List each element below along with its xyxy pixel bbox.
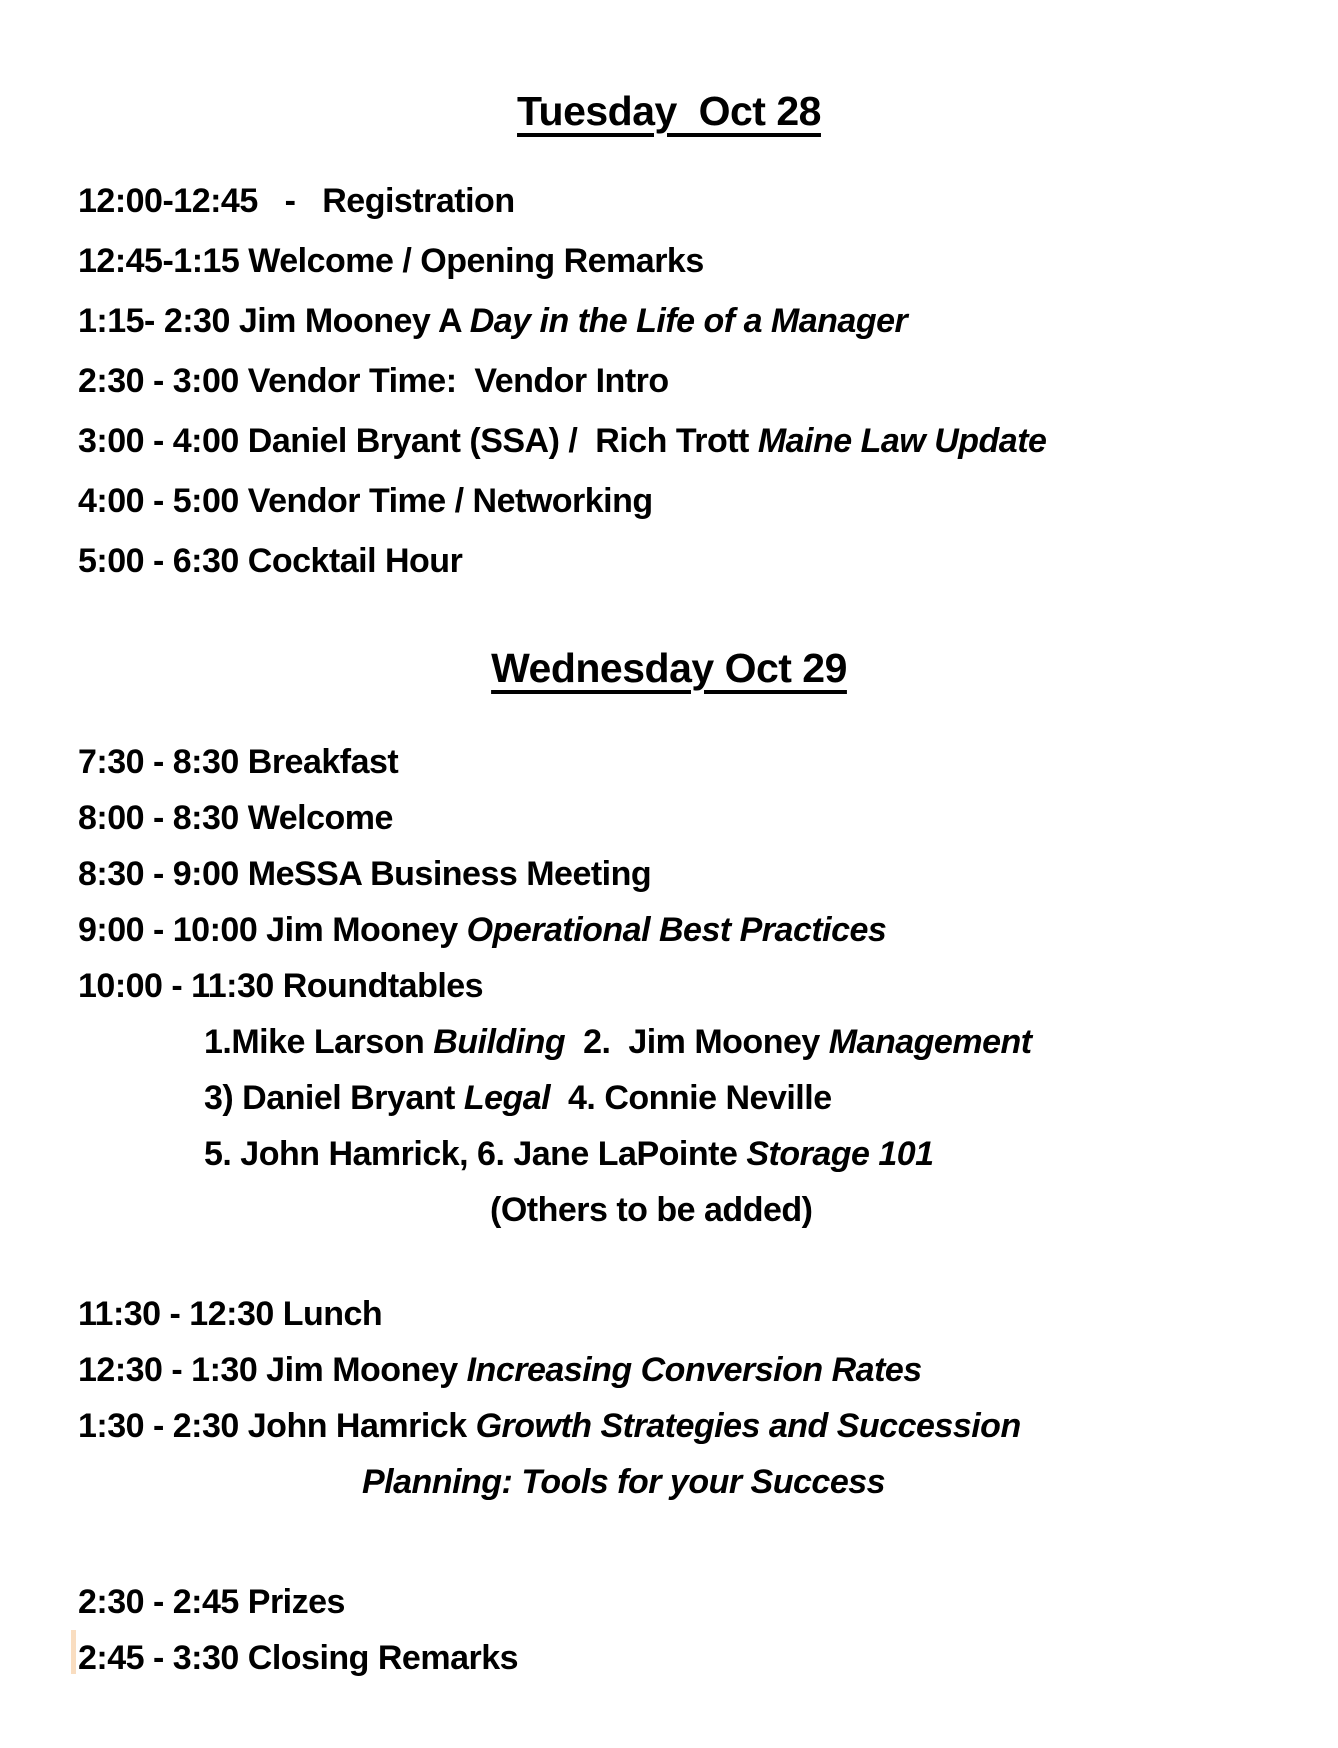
schedule-line xyxy=(78,1126,1260,1182)
line-text: 12:30 - 1:30 Jim Mooney xyxy=(78,1351,467,1389)
line-text: 12:45-1:15 Welcome / Opening Remarks xyxy=(78,242,704,280)
day-title-wednesday: Wednesday Oct 29 xyxy=(491,645,847,691)
line-text: 4:00 - 5:00 Vendor Time / Networking xyxy=(78,482,653,520)
session-topic-italic: Increasing Conversion Rates xyxy=(466,1351,922,1389)
schedule-line xyxy=(78,291,1260,351)
line-text: 3:00 - 4:00 Daniel Bryant (SSA) / Rich Trott xyxy=(78,422,758,460)
schedule-line xyxy=(78,411,1260,471)
schedule-line xyxy=(78,734,1260,790)
schedule-line xyxy=(78,1398,1260,1454)
line-text: 8:00 - 8:30 Welcome xyxy=(78,799,393,837)
session-topic-italic: Management xyxy=(828,1023,1032,1061)
line-text: 1:15- 2:30 Jim Mooney A xyxy=(78,302,470,340)
session-topic-italic: Operational Best Practices xyxy=(466,911,887,949)
session-topic-italic: Planning: Tools for your Success xyxy=(362,1463,886,1501)
line-text: 5. John Hamrick, 6. Jane LaPointe xyxy=(204,1135,747,1173)
schedule-line xyxy=(78,531,1260,591)
schedule-line xyxy=(78,1574,1260,1630)
schedule-line xyxy=(78,846,1260,902)
line-text: 11:30 - 12:30 Lunch xyxy=(78,1295,383,1333)
schedule-line xyxy=(78,1182,1260,1238)
line-text: (Others to be added) xyxy=(490,1191,813,1229)
schedule-line xyxy=(78,1070,1260,1126)
text-cursor-artifact xyxy=(71,1630,76,1674)
line-text: 2. Jim Mooney xyxy=(565,1023,829,1061)
schedule-lines-tuesday xyxy=(78,171,1260,591)
session-topic-italic: Storage 101 xyxy=(746,1135,934,1173)
day-section-tuesday xyxy=(78,88,1260,591)
line-text: 2:30 - 2:45 Prizes xyxy=(78,1583,345,1621)
line-text: 1.Mike Larson xyxy=(204,1023,434,1061)
schedule-line xyxy=(78,902,1260,958)
line-text: 5:00 - 6:30 Cocktail Hour xyxy=(78,542,463,580)
line-text: 4. Connie Neville xyxy=(550,1079,832,1117)
line-text: 8:30 - 9:00 MeSSA Business Meeting xyxy=(78,855,652,893)
session-topic-italic: Growth Strategies and Succession xyxy=(475,1407,1021,1445)
line-text: 9:00 - 10:00 Jim Mooney xyxy=(78,911,467,949)
session-topic-italic: Maine Law Update xyxy=(757,422,1047,460)
schedule-line xyxy=(78,1014,1260,1070)
session-topic-italic: Building xyxy=(433,1023,566,1061)
line-text: 2:30 - 3:00 Vendor Time: Vendor Intro xyxy=(78,362,669,400)
schedule-line xyxy=(78,958,1260,1014)
schedule-line xyxy=(78,351,1260,411)
line-text: 10:00 - 11:30 Roundtables xyxy=(78,967,484,1005)
schedule-line xyxy=(78,1630,1260,1686)
schedule-line xyxy=(78,1342,1260,1398)
line-text: 7:30 - 8:30 Breakfast xyxy=(78,743,399,781)
schedule-line xyxy=(78,790,1260,846)
line-text: 3) Daniel Bryant xyxy=(204,1079,464,1117)
schedule-lines-wednesday xyxy=(78,734,1260,1686)
line-text: 2:45 - 3:30 Closing Remarks xyxy=(78,1639,519,1677)
session-topic-italic: Day in the Life of a Manager xyxy=(469,302,908,340)
day-section-wednesday xyxy=(78,645,1260,1686)
line-text: 12:00-12:45 - Registration xyxy=(78,182,515,220)
day-title-tuesday: Tuesday Oct 28 xyxy=(517,88,821,134)
line-text: 1:30 - 2:30 John Hamrick xyxy=(78,1407,476,1445)
session-topic-italic: Legal xyxy=(463,1079,551,1117)
schedule-line xyxy=(78,171,1260,231)
schedule-line xyxy=(78,231,1260,291)
schedule-line xyxy=(78,1286,1260,1342)
schedule-line xyxy=(78,471,1260,531)
schedule-line xyxy=(78,1454,1260,1510)
